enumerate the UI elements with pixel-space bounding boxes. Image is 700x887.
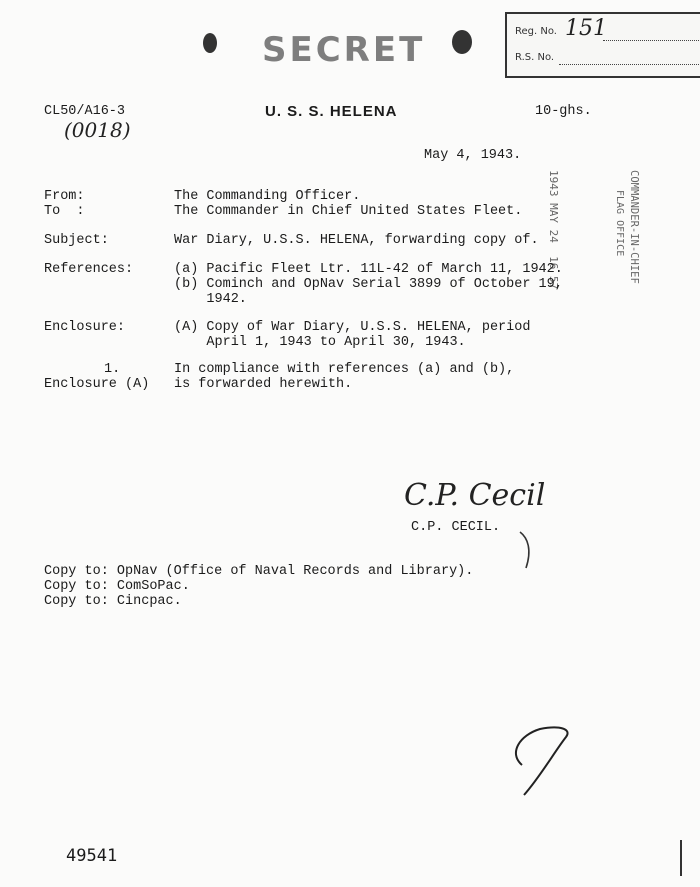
receipt-office-stamp: COMMANDER-IN-CHIEF xyxy=(628,170,640,284)
copy-to-line-1: Copy to: OpNav (Office of Naval Records and Library). xyxy=(44,564,474,579)
secret-stamp: SECRET xyxy=(262,30,426,70)
paragraph-line2: is forwarded herewith. xyxy=(174,377,353,392)
to-label: To : xyxy=(44,204,85,219)
letter-date: May 4, 1943. xyxy=(424,148,522,163)
ls-no-label: R.S. No. xyxy=(515,52,555,63)
paragraph-number: 1. xyxy=(104,362,121,377)
copy-to-line-3: Copy to: Cincpac. xyxy=(44,594,182,609)
paragraph-line1: In compliance with references (a) and (b), xyxy=(174,362,515,377)
receipt-sub-stamp: FLAG OFFICE xyxy=(614,190,625,257)
ink-blot-left xyxy=(203,33,217,53)
reference-b-line2: 1942. xyxy=(174,292,247,307)
to-value: The Commander in Chief United States Fleet. xyxy=(174,204,523,219)
edge-mark xyxy=(680,840,682,876)
receipt-date-stamp: 1943 MAY 24 16 57 xyxy=(547,170,560,290)
ship-title: U. S. S. HELENA xyxy=(265,103,398,120)
register-no-value: 151 xyxy=(565,16,607,41)
ink-blot-right xyxy=(452,30,472,54)
paragraph-line2-prefix: Enclosure (A) xyxy=(44,377,150,392)
document-number: 49541 xyxy=(66,846,118,866)
handwritten-mark xyxy=(500,715,590,800)
subject-label: Subject: xyxy=(44,233,109,248)
copy-to-line-2: Copy to: ComSoPac. xyxy=(44,579,190,594)
reference-b-line1: (b) Cominch and OpNav Serial 3899 of October 19, xyxy=(174,277,563,292)
subject-value: War Diary, U.S.S. HELENA, forwarding copy of. xyxy=(174,233,539,248)
typed-signature: C.P. CECIL. xyxy=(411,520,501,535)
file-code-handwritten: (0018) xyxy=(64,118,131,142)
from-value: The Commanding Officer. xyxy=(174,189,361,204)
typist-initials: 10-ghs. xyxy=(535,104,592,119)
register-no-label: Reg. No. xyxy=(515,26,557,37)
references-label: References: xyxy=(44,262,134,277)
enclosure-line2: April 1, 1943 to April 30, 1943. xyxy=(174,335,466,350)
ls-dots xyxy=(559,64,699,65)
enclosure-line1: (A) Copy of War Diary, U.S.S. HELENA, period xyxy=(174,320,531,335)
from-label: From: xyxy=(44,189,85,204)
signature-flourish xyxy=(518,528,538,572)
enclosure-label: Enclosure: xyxy=(44,320,126,335)
register-dots xyxy=(603,40,700,41)
file-code: CL50/A16-3 xyxy=(44,104,126,119)
register-box xyxy=(505,12,700,78)
handwritten-signature: C.P. Cecil xyxy=(404,478,546,513)
reference-a: (a) Pacific Fleet Ltr. 11L-42 of March 11, 1942. xyxy=(174,262,563,277)
